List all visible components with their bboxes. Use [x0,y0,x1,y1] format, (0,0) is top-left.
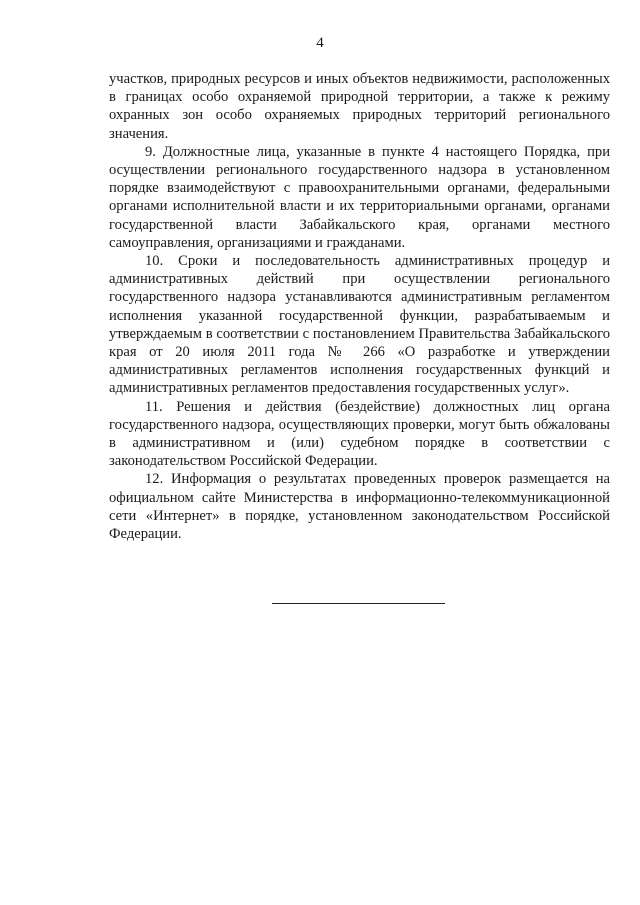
page-number: 4 [316,35,324,51]
paragraph-12: 12. Информация о результатах проведенных проверок размещается на официальном сайте Министерства в информационно-телекоммуникационной сети «Интернет» в порядке, установленном законодательством Российской Федерации. [109,471,610,543]
paragraph-10: 10. Сроки и последовательность административных процедур и административных действий при осуществлении регионального государственного надзора устанавливаются административным регламентом исполнения указанной государственной функции, разрабатываемым и утверждаемым в соответствии с постановлением Правительства Забайкальского края от 20 июля 2011 года № 266 «О разработке и утверждении административных регламентов исполнения государственных функций и административных регламентов предоставления государственных услуг». [109,253,610,397]
document-body [109,70,610,543]
paragraph-continuation: участков, природных ресурсов и иных объектов недвижимости, расположенных в границах особо охраняемой природной территории, а также к режиму охранных зон особо охраняемых природных территорий регионального значения. [109,71,610,142]
paragraph-11: 11. Решения и действия (бездействие) должностных лиц органа государственного надзора, осуществляющих проверки, могут быть обжалованы в административном и (или) судебном порядке в соответствии с законодательством Российской Федерации. [109,398,610,470]
end-of-document-separator [272,603,445,604]
paragraph-9: 9. Должностные лица, указанные в пункте 4 настоящего Порядка, при осуществлении регионального государственного надзора в установленном порядке взаимодействуют с правоохранительными органами, федеральными органами исполнительной власти и их территориальными органами, органами государственной власти Забайкальского края, органами местного самоуправления, организациями и гражданами. [109,143,610,251]
